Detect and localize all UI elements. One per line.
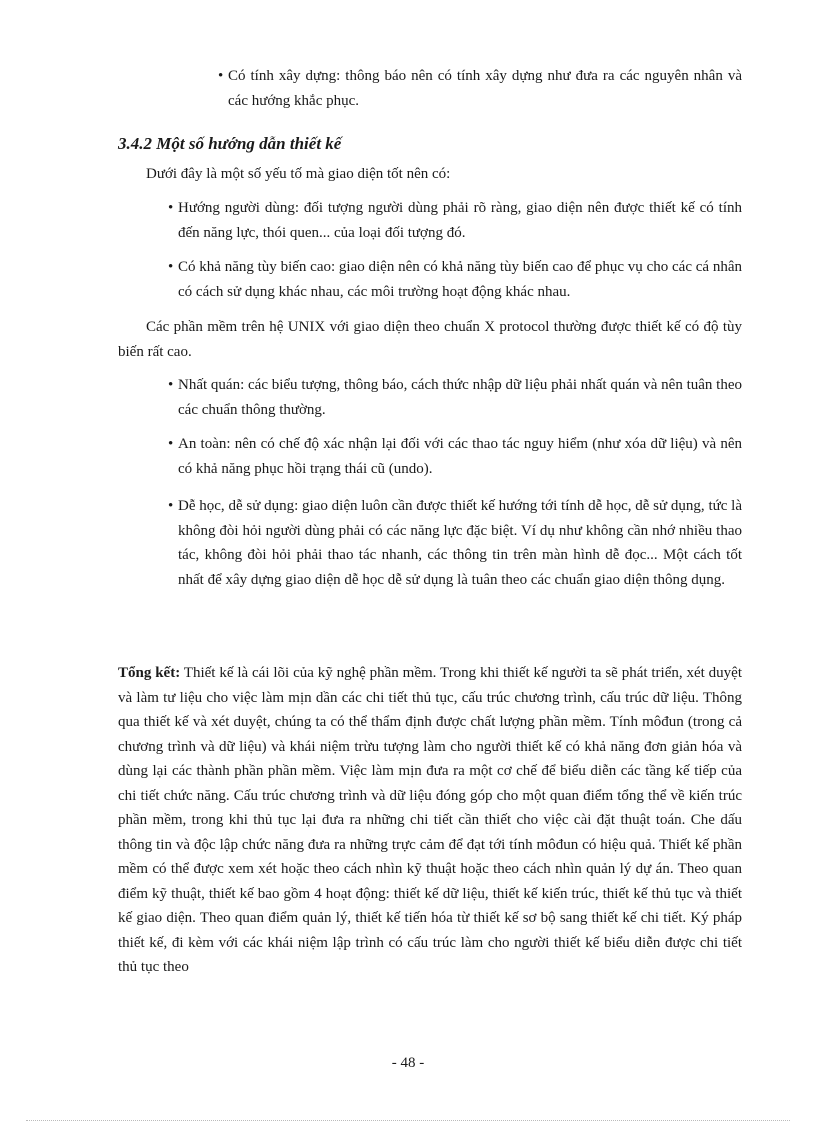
bullet-text: Hướng người dùng: đối tượng người dùng phải rõ ràng, giao diện nên được thiết kế có tính đến năng lực, thói quen... của loại đối tượng đó. [178,200,742,241]
section-heading: 3.4.2 Một số hướng dẫn thiết kế [118,134,342,153]
bullet-constructive [218,64,742,113]
bullet-dot: • [218,68,224,84]
bullet-text: An toàn: nên có chế độ xác nhận lại đối với các thao tác nguy hiểm (như xóa dữ liệu) và nên có khả năng phục hồi trạng thái cũ (undo). [178,436,742,477]
bullet-easy-to-learn [168,494,742,592]
bullet-customizable [168,255,742,304]
intro-paragraph: Dưới đây là một số yếu tố mà giao diện tốt nên có: [146,166,451,182]
page-number: - 48 - [391,1055,425,1071]
bullet-dot: • [168,436,174,452]
bullet-dot: • [168,200,174,216]
bullet-dot: • [168,498,174,514]
bullet-text: Dễ học, dễ sử dụng: giao diện luôn cần được thiết kế hướng tới tính dễ học, dễ sử dụng, tức là không đòi hỏi người dùng phải có các năng lực đặc biệt. Ví dụ như không cần nhớ nhiều thao tác, không đòi hỏi phải thao tác nhanh, các thông tin trên màn hình dễ đọc... Một cách tốt nhất để xây dựng giao diện dễ học dễ sử dụng là tuân theo các chuẩn giao diện thông dụng. [178,498,742,588]
summary-paragraph [118,661,742,980]
summary-text: Thiết kế là cái lõi của kỹ nghệ phần mềm. Trong khi thiết kế người ta sẽ phát triển, xét duyệt và làm tư liệu cho việc làm mịn dần các chi tiết thủ tục, cấu trúc chương trình, cấu trúc dữ liệu. Thông qua thiết kế và xét duyệt, chúng ta có thể thẩm định được chất lượng phần mềm. Tính môđun (trong cả chương trình và dữ liệu) và khái niệm trừu tượng làm cho người thiết kế có khả năng đơn giản hóa và dùng lại các thành phần phần mềm. Việc làm mịn đưa ra một cơ chế để biểu diễn các tầng kế tiếp của chi tiết chức năng. Cấu trúc chương trình và dữ liệu đóng góp cho một quan điểm tổng thể về kiến trúc phần mềm, trong khi thủ tục lại đưa ra những chi tiết cần thiết cho việc cài đặt thuật toán. Che dấu thông tin và độc lập chức năng đưa ra những trực cảm để đạt tới tính môđun có hiệu quả. Thiết kế phần mềm có thể được xem xét hoặc theo cách nhìn kỹ thuật hoặc theo cách nhìn quản lý dự án. Theo quan điểm kỹ thuật, thiết kế bao gồm 4 hoạt động: thiết kế dữ liệu, thiết kế kiến trúc, thiết kế thủ tục và thiết kế giao diện. Theo quan điểm quản lý, thiết kế tiến hóa từ thiết kế sơ bộ sang thiết kế chi tiết. Ký pháp thiết kế, đi kèm với các khái niệm lập trình có cấu trúc làm cho người thiết kế biểu diễn được chi tiết thủ tục theo [118,665,742,975]
summary-label: Tổng kết: [118,665,181,681]
bullet-text: Có tính xây dựng: thông báo nên có tính xây dựng như đưa ra các nguyên nhân và các hướng khắc phục. [228,68,742,109]
page-bottom-divider [26,1120,790,1121]
bullet-dot: • [168,377,174,393]
bullet-consistent [168,373,742,422]
bullet-text: Nhất quán: các biểu tượng, thông báo, cách thức nhập dữ liệu phải nhất quán và nên tuân theo các chuẩn thông thường. [178,377,742,418]
bullet-user-oriented [168,196,742,245]
bullet-safe [168,432,742,481]
bullet-dot: • [168,259,174,275]
unix-paragraph: Các phần mềm trên hệ UNIX với giao diện theo chuẩn X protocol thường được thiết kế có độ tùy biến rất cao. [118,319,742,360]
bullet-text: Có khả năng tùy biến cao: giao diện nên có khả năng tùy biến cao để phục vụ cho các cá nhân có cách sử dụng khác nhau, các môi trường hoạt động khác nhau. [178,259,742,300]
